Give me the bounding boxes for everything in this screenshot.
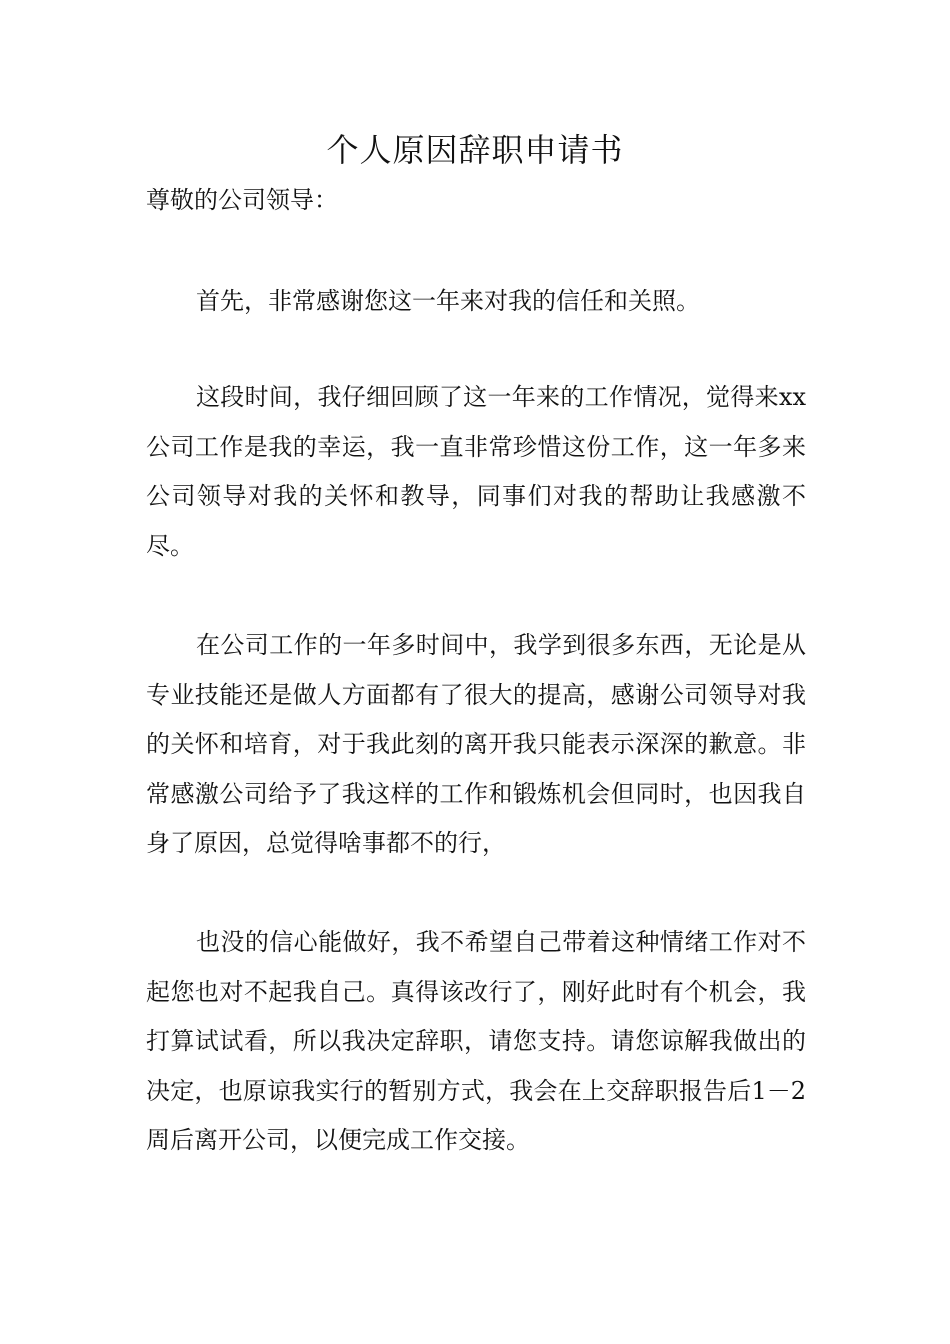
salutation: 尊敬的公司领导： <box>146 186 338 214</box>
paragraph-2: 这段时间，我仔细回顾了这一年来的工作情况，觉得来xx公司工作是我的幸运，我一直非常珍惜这份工作，这一年多来公司领导对我的关怀和教导，同事们对我的帮助让我感激不尽。 <box>146 383 806 560</box>
document-title: 个人原因辞职申请书 <box>326 131 624 169</box>
paragraph-4: 也没的信心能做好，我不希望自己带着这种情绪工作对不起您也对不起我自己。真得该改行了，刚好此时有个机会，我打算试试看，所以我决定辞职，请您支持。请您谅解我做出的决定，也原谅我实行的暂别方式，我会在上交辞职报告后1－2周后离开公司，以便完成工作交接。 <box>146 928 806 1154</box>
paragraph-1: 首先，非常感谢您这一年来对我的信任和关照。 <box>196 287 700 315</box>
paragraph-3: 在公司工作的一年多时间中，我学到很多东西，无论是从专业技能还是做人方面都有了很大的提高，感谢公司领导对我的关怀和培育，对于我此刻的离开我只能表示深深的歉意。非常感激公司给予了我这样的工作和锻炼机会但同时，也因我自身了原因，总觉得啥事都不的行， <box>146 631 806 857</box>
